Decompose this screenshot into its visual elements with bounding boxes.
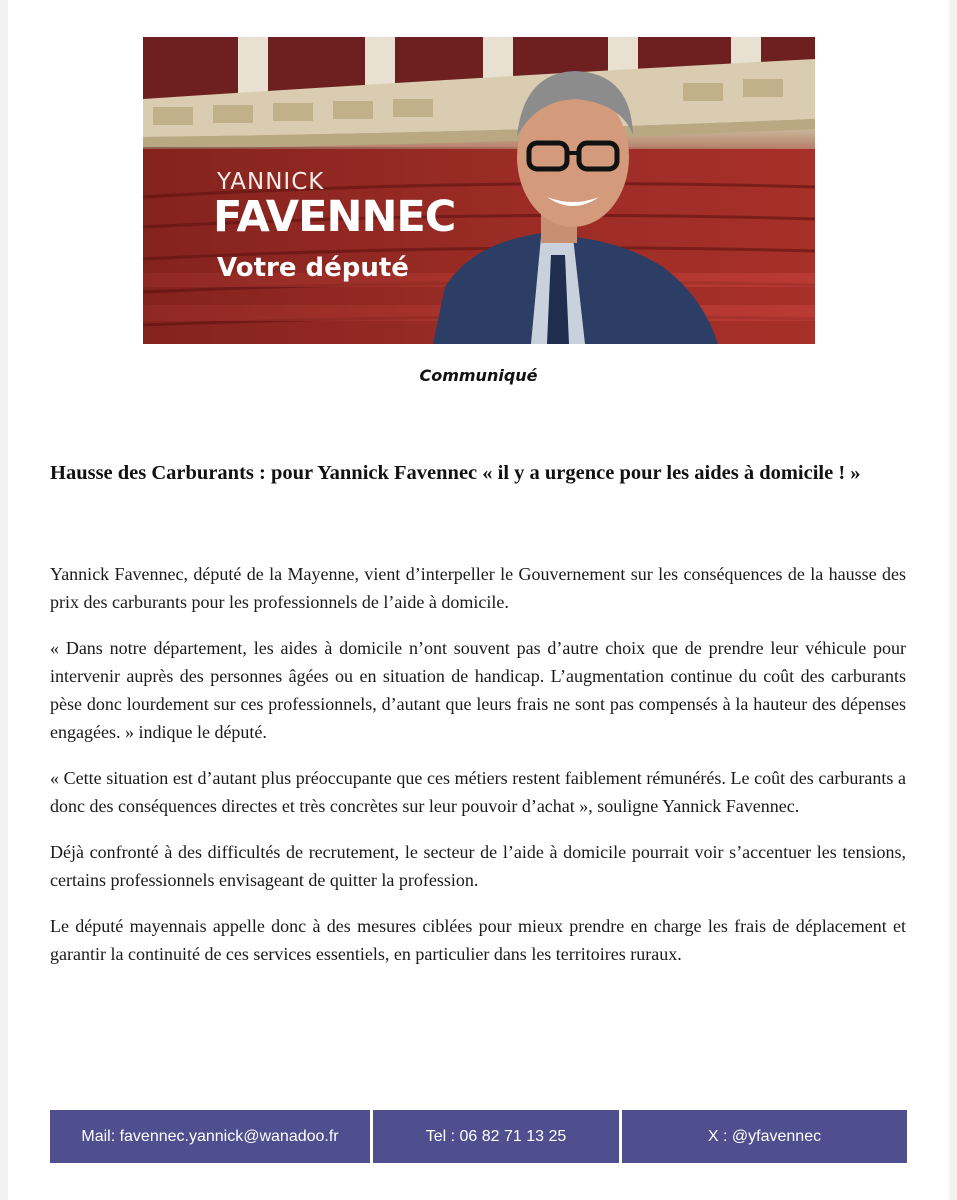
banner-last-name: FAVENNEC: [213, 192, 456, 242]
footer-phone[interactable]: Tel : 06 82 71 13 25: [373, 1110, 619, 1163]
article-body: [50, 560, 906, 986]
paragraph: « Dans notre département, les aides à domicile n’ont souvent pas d’autre choix que de prendre leur véhicule pour intervenir auprès des personnes âgées ou en situation de handicap. L’augmentation continue du coût des carburants pèse donc lourdement sur ces professionnels, d’autant que leurs frais ne sont pas compensés à la hauteur des dépenses engagées. » indique le député.: [50, 638, 906, 742]
page-title: Hausse des Carburants : pour Yannick Favennec « il y a urgence pour les aides à domicile ! »: [50, 462, 861, 484]
paragraph: Déjà confronté à des difficultés de recrutement, le secteur de l’aide à domicile pourrait voir s’accentuer les tensions, certains professionnels envisageant de quitter la profession.: [50, 842, 906, 890]
footer-mail[interactable]: Mail: favennec.yannick@wanadoo.fr: [50, 1110, 370, 1163]
banner-role: Votre député: [217, 253, 409, 283]
paragraph: Le député mayennais appelle donc à des mesures ciblées pour mieux prendre en charge les frais de déplacement et garantir la continuité de ces services essentiels, en particulier dans les territoires ruraux.: [50, 916, 906, 964]
banner-first-name: YANNICK: [217, 169, 325, 195]
document-kicker: Communiqué: [419, 366, 538, 385]
paragraph: « Cette situation est d’autant plus préoccupante que ces métiers restent faiblement rémunérés. Le coût des carburants a donc des conséquences directes et très concrètes sur leur pouvoir d’achat », souligne Yannick Favennec.: [50, 768, 906, 816]
header-banner: [143, 37, 815, 344]
paragraph: Yannick Favennec, député de la Mayenne, vient d’interpeller le Gouvernement sur les conséquences de la hausse des prix des carburants pour les professionnels de l’aide à domicile.: [50, 564, 906, 612]
footer-x-handle[interactable]: X : @yfavennec: [622, 1110, 907, 1163]
contact-footer: [50, 1110, 907, 1163]
document-page: [8, 0, 949, 1200]
